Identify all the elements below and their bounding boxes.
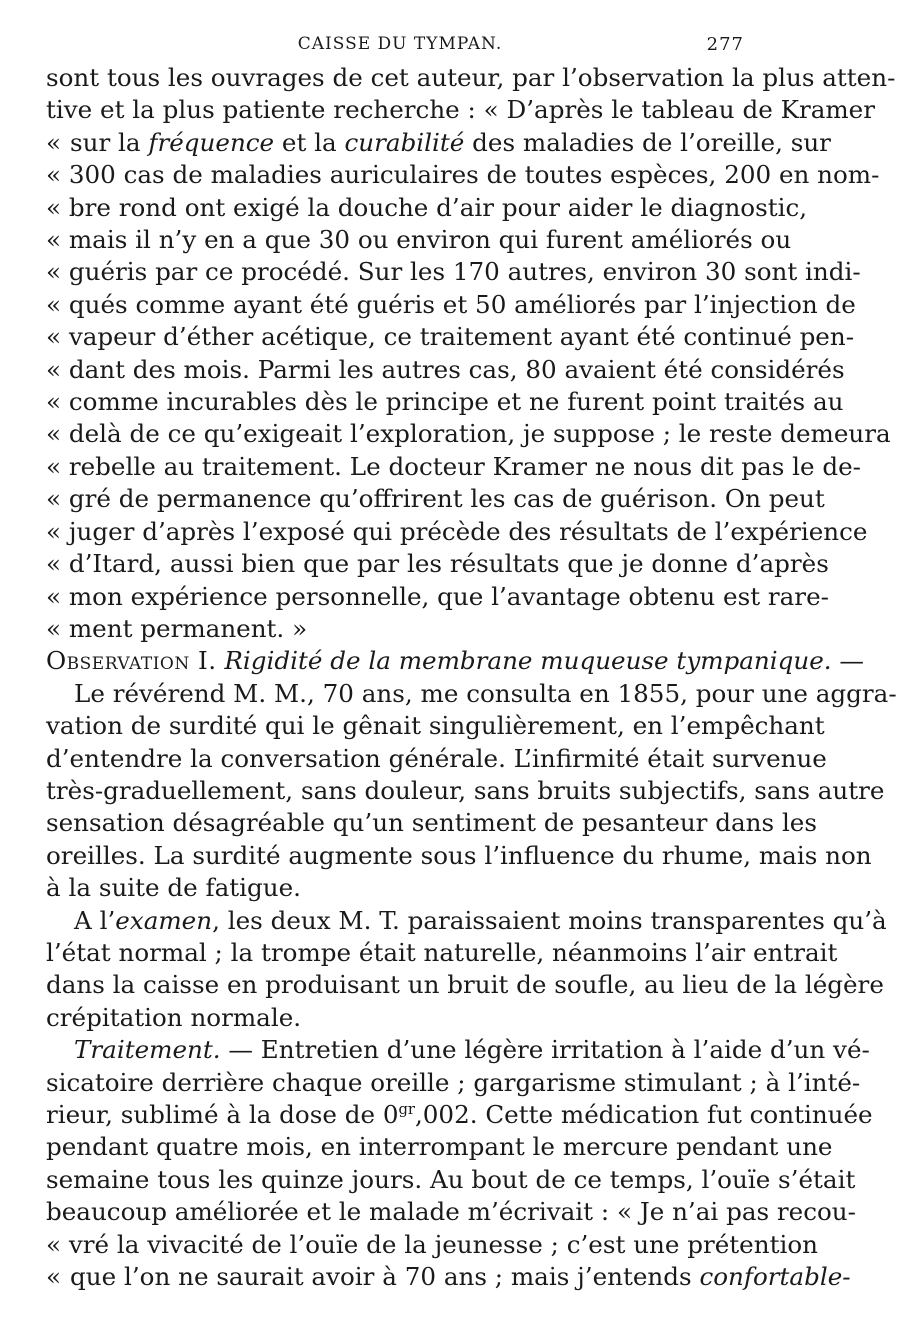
text-line: Traitement. — Entretien d’une légère irritation à l’aide d’un vé-: [74, 1035, 870, 1065]
text-line: « vré la vivacité de l’ouïe de la jeunesse ; c’est une prétention: [46, 1229, 818, 1259]
text-line: sont tous les ouvrages de cet auteur, par l’observation la plus atten-: [46, 63, 896, 92]
running-header: [46, 28, 754, 62]
text-line: rieur, sublimé à la dose de $0^{gr},002$. Cette médication fut continuée: [46, 1100, 873, 1129]
text-line: « mon expérience personnelle, que l’avantage obtenu est rare-: [46, 581, 829, 611]
text-line: dans la caisse en produisant un bruit de soufle, au lieu de la légère: [46, 970, 884, 1000]
text-line: « d’Itard, aussi bien que par les résultats que je donne d’après: [46, 549, 829, 579]
text-line: « delà de ce qu’exigeait l’exploration, je suppose ; le reste demeura: [46, 419, 891, 449]
text-line: crépitation normale.: [46, 1002, 302, 1032]
text-line: « que l’on ne saurait avoir à 70 ans ; mais j’entends confortable-: [46, 1262, 851, 1292]
text-line: sicatoire derrière chaque oreille ; gargarisme stimulant ; à l’inté-: [46, 1067, 861, 1097]
text-line: l’état normal ; la trompe était naturelle, néanmoins l’air entrait: [46, 937, 838, 967]
text-line: beaucoup améliorée et le malade m’écrivait : « Je n’ai pas recou-: [46, 1197, 856, 1227]
text-line: pendant quatre mois, en interrompant le mercure pendant une: [46, 1132, 833, 1162]
text-line: « gré de permanence qu’offrirent les cas de guérison. On peut: [46, 484, 825, 514]
text-line: « rebelle au traitement. Le docteur Kramer ne nous dit pas le de-: [46, 451, 861, 481]
text-line: A l’examen, les deux M. T. paraissaient moins transparentes qu’à: [74, 905, 887, 935]
text-line: « comme incurables dès le principe et ne furent point traités au: [46, 387, 844, 417]
text-line: tive et la plus patiente recherche : « D’après le tableau de Kramer: [46, 95, 875, 125]
page-number: 277: [706, 34, 744, 55]
text-line: sensation désagréable qu’un sentiment de pesanteur dans les: [46, 808, 817, 838]
text-line: « mais il n’y en a que 30 ou environ qui furent améliorés ou: [46, 225, 792, 255]
text-line: à la suite de fatigue.: [46, 873, 301, 903]
text-line: « guéris par ce procédé. Sur les 170 autres, environ 30 sont indi-: [46, 257, 861, 287]
text-line: « sur la fréquence et la curabilité des maladies de l’oreille, sur: [46, 127, 831, 157]
running-title: CAISSE DU TYMPAN.: [297, 34, 503, 54]
text-line: « dant des mois. Parmi les autres cas, 80 avaient été considérés: [46, 354, 845, 384]
text-line: très-graduellement, sans douleur, sans bruits subjectifs, sans autre: [46, 775, 885, 805]
text-line: « vapeur d’éther acétique, ce traitement ayant été continué pen-: [46, 322, 855, 352]
body-text: [46, 62, 897, 1293]
text-line: « bre rond ont exigé la douche d’air pour aider le diagnostic,: [46, 192, 808, 222]
text-line: « ment permanent. »: [46, 613, 308, 643]
text-line: vation de surdité qui le gênait singulièrement, en l’empêchant: [46, 711, 825, 741]
observation-heading: Observation I. Rigidité de la membrane muqueuse tympanique. —: [46, 646, 865, 676]
text-line: d’entendre la conversation générale. L’infirmité était survenue: [46, 743, 827, 773]
text-line: « juger d’après l’exposé qui précède des résultats de l’expérience: [46, 516, 868, 546]
text-line: « qués comme ayant été guéris et 50 améliorés par l’injection de: [46, 289, 856, 319]
text-line: oreilles. La surdité augmente sous l’influence du rhume, mais non: [46, 840, 872, 870]
text-line: « 300 cas de maladies auriculaires de toutes espèces, 200 en nom-: [46, 160, 880, 190]
text-line: semaine tous les quinze jours. Au bout de ce temps, l’ouïe s’était: [46, 1164, 856, 1194]
text-line: Le révérend M. M., 70 ans, me consulta en 1855, pour une aggra-: [74, 678, 897, 708]
